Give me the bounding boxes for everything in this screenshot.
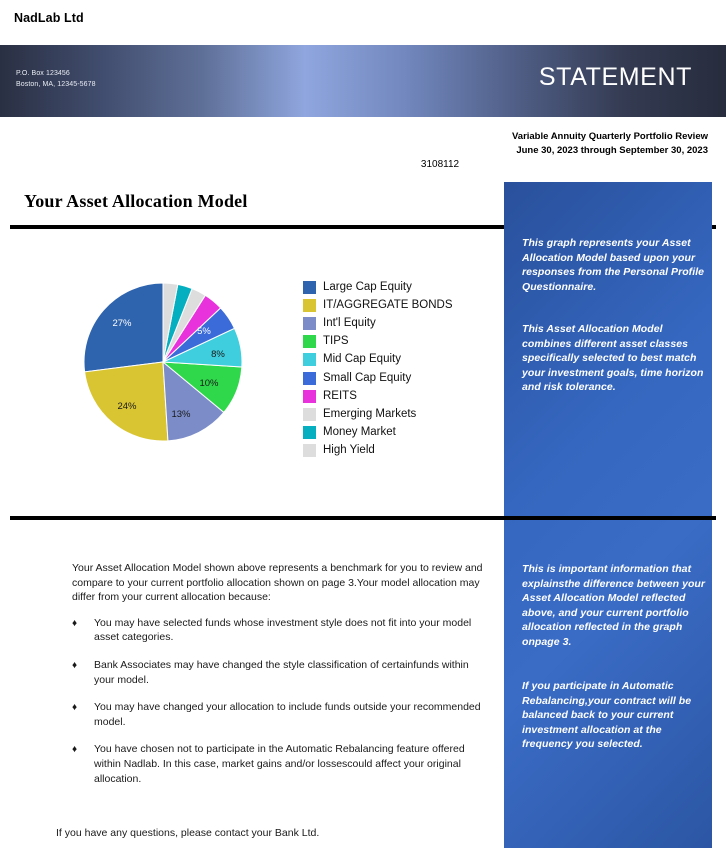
legend-item-label: Small Cap Equity	[323, 371, 412, 384]
legend-item	[303, 442, 493, 460]
bullet-text: You have chosen not to participate in the Automatic Rebalancing feature offered within Nadlab. In this case, market gains and/or lossescould affect your original allocation.	[94, 743, 465, 785]
statement-account-number: 3108112	[420, 159, 460, 170]
pie-slice-label: 10%	[199, 378, 219, 389]
legend-color-swatch	[303, 426, 316, 439]
legend-color-swatch	[303, 408, 316, 421]
body-bullet-item	[72, 616, 492, 645]
chart-legend	[303, 278, 493, 460]
pie-slice-label: 13%	[171, 409, 191, 420]
pie-slice-label: 27%	[112, 318, 132, 329]
legend-item	[303, 424, 493, 442]
sidebar-note-important-information: This is important information that explainsthe difference between your Asset Allocation Model reflected above, and your current portfolio allocation reflected in the graph onpage 3.	[522, 563, 706, 648]
body-bullet-item	[72, 700, 492, 729]
page-title: Your Asset Allocation Model	[24, 191, 248, 211]
legend-item-label: REITS	[323, 389, 357, 402]
logo-strip	[0, 0, 726, 45]
bullet-marker-icon: ♦	[72, 659, 78, 671]
sidebar-note-model-description: This Asset Allocation Model combines different asset classes specifically selected to best match your investment goals, time horizon and risk tolerance.	[522, 323, 704, 394]
sidebar-note-graph-description: This graph represents your Asset Allocation Model based upon your responses from the Personal Profile Questionnaire.	[522, 237, 705, 293]
body-intro-paragraph: Your Asset Allocation Model shown above represents a benchmark for you to review and compare to your current portfolio allocation shown on page 3.Your model allocation may differ from your current allocation because:	[72, 562, 483, 604]
company-address	[16, 69, 96, 90]
legend-item-label: Large Cap Equity	[323, 280, 412, 293]
pie-chart-svg	[70, 272, 270, 457]
legend-item	[303, 351, 493, 369]
body-closing-line: If you have any questions, please contact your Bank Ltd.	[56, 827, 320, 839]
legend-color-swatch	[303, 444, 316, 457]
legend-item-label: Mid Cap Equity	[323, 353, 401, 366]
pie-slice-label: 8%	[211, 349, 225, 360]
bullet-text: You may have changed your allocation to include funds outside your recommended model.	[94, 701, 481, 728]
legend-color-swatch	[303, 353, 316, 366]
legend-item	[303, 333, 493, 351]
statement-meta	[288, 130, 708, 172]
legend-item	[303, 296, 493, 314]
legend-item	[303, 387, 493, 405]
bullet-marker-icon: ♦	[72, 702, 78, 714]
legend-item	[303, 369, 493, 387]
legend-item-label: High Yield	[323, 444, 375, 457]
legend-color-swatch	[303, 299, 316, 312]
legend-item-label: TIPS	[323, 335, 349, 348]
body-bullet-list	[72, 616, 492, 786]
legend-color-swatch	[303, 390, 316, 403]
legend-item-label: Emerging Markets	[323, 407, 417, 420]
body-copy	[72, 561, 492, 799]
pie-slice-label: 5%	[197, 326, 211, 337]
legend-item-label: Money Market	[323, 426, 396, 439]
bullet-text: You may have selected funds whose investment style does not fit into your model asset categories.	[94, 616, 472, 644]
statement-title: STATEMENT	[538, 63, 692, 91]
legend-item	[303, 314, 493, 332]
legend-item	[303, 278, 493, 296]
legend-item-label: IT/AGGREGATE BONDS	[323, 298, 453, 311]
legend-color-swatch	[303, 281, 316, 294]
statement-meta-title: Variable Annuity Quarterly Portfolio Review	[511, 131, 708, 142]
legend-item-label: Int'l Equity	[323, 316, 376, 329]
bullet-marker-icon: ♦	[72, 617, 78, 629]
company-logo-text: NadLab Ltd	[14, 11, 84, 25]
body-bullet-item	[72, 658, 492, 687]
statement-meta-period: June 30, 2023 through September 30, 2023	[516, 144, 708, 156]
legend-item	[303, 405, 493, 423]
sidebar-note-automatic-rebalancing: If you participate in Automatic Rebalancing,your contract will be balanced back to your current investment allocation at the frequency you selected.	[522, 680, 692, 751]
address-line-1: P.O. Box 123456	[16, 70, 70, 77]
statement-header-band	[0, 45, 726, 117]
asset-allocation-pie-chart	[70, 272, 270, 457]
legend-color-swatch	[303, 372, 316, 385]
divider-bottom	[10, 516, 716, 520]
address-line-2: Boston, MA, 12345-5678	[16, 80, 96, 88]
legend-color-swatch	[303, 317, 316, 330]
pie-slice-label: 24%	[117, 401, 137, 412]
bullet-marker-icon: ♦	[72, 744, 78, 756]
legend-color-swatch	[303, 335, 316, 348]
body-bullet-item	[72, 742, 492, 786]
bullet-text: Bank Associates may have changed the style classification of certainfunds within your model.	[94, 658, 469, 686]
